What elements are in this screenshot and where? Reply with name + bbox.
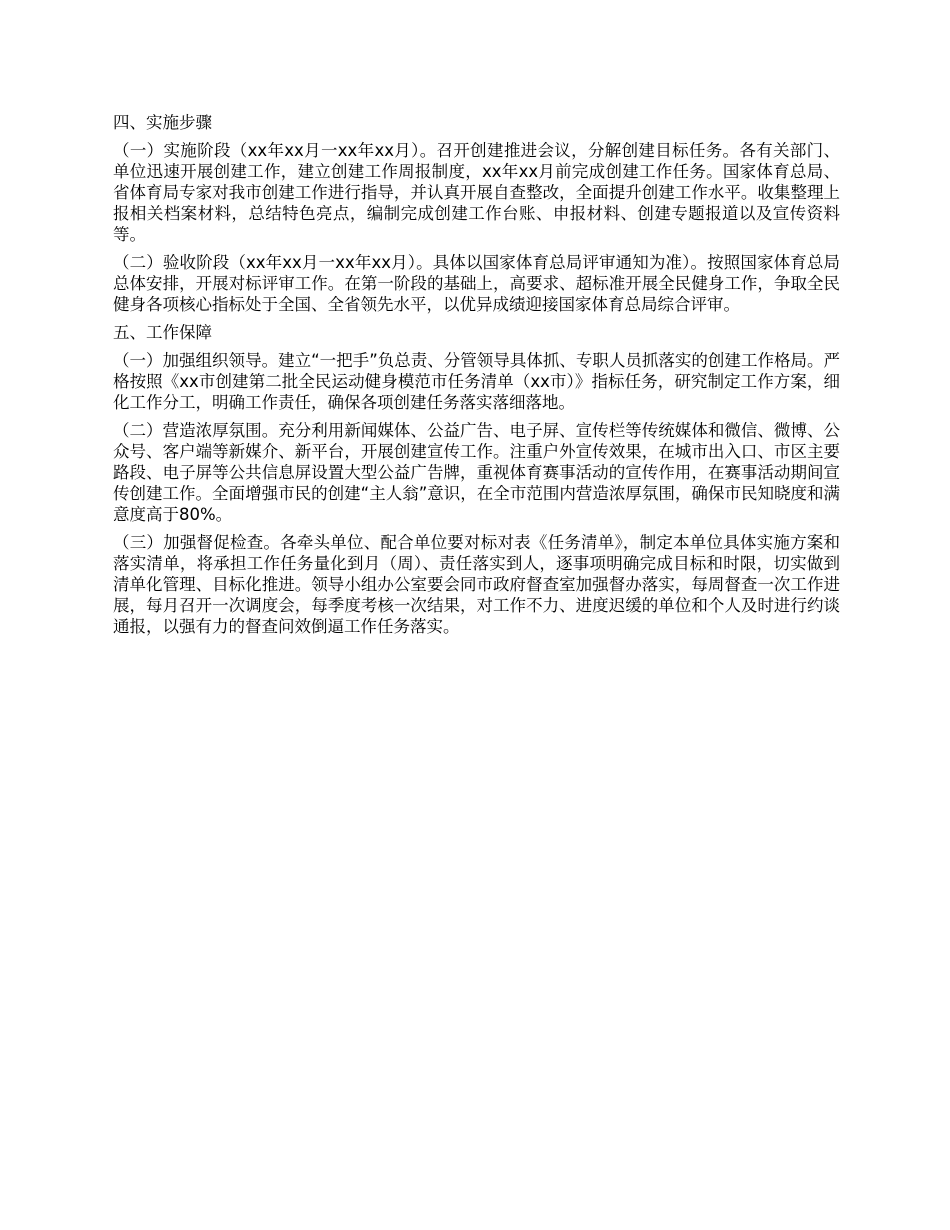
paragraph-organizational-leadership: （一）加强组织领导。建立“一把手”负总责、分管领导具体抓、专职人员抓落实的创建工作格局。严格按照《xx市创建第二批全民运动健身模范市任务清单（xx市）》指标任务，研究制定工作方案，细化工作分工，明确工作责任，确保各项创建任务落实落细落地。	[113, 351, 840, 412]
paragraph-implementation-stage: （一）实施阶段（xx年xx月一xx年xx月）。召开创建推进会议，分解创建目标任务。各有关部门、单位迅速开展创建工作，建立创建工作周报制度，xx年xx月前完成创建工作任务。国家体育总局、省体育局专家对我市创建工作进行指导，并认真开展自查整改，全面提升创建工作水平。收集整理上报相关档案材料，总结特色亮点，编制完成创建工作台账、申报材料、创建专题报道以及宣传资料等。	[113, 141, 840, 244]
section-heading-implementation-steps: 四、实施步骤	[113, 113, 212, 132]
paragraph-acceptance-stage: （二）验收阶段（xx年xx月一xx年xx月）。具体以国家体育总局评审通知为准）。按照国家体育总局总体安排，开展对标评审工作。在第一阶段的基础上，高要求、超标准开展全民健身工作，争取全民健身各项核心指标处于全国、全省领先水平，以优异成绩迎接国家体育总局综合评审。	[113, 253, 840, 314]
paragraph-atmosphere: （二）营造浓厚氛围。充分利用新闻媒体、公益广告、电子屏、宣传栏等传统媒体和微信、微博、公众号、客户端等新媒介、新平台，开展创建宣传工作。注重户外宣传效果，在城市出入口、市区主要路段、电子屏等公共信息屏设置大型公益广告牌，重视体育赛事活动的宣传作用，在赛事活动期间宣传创建工作。全面增强市民的创建“主人翁”意识，在全市范围内营造浓厚氛围，确保市民知晓度和满意度高于80%。	[113, 421, 840, 524]
paragraph-supervision: （三）加强督促检查。各牵头单位、配合单位要对标对表《任务清单》，制定本单位具体实施方案和落实清单，将承担工作任务量化到月（周）、责任落实到人，逐事项明确完成目标和时限，切实做到清单化管理、目标化推进。领导小组办公室要会同市政府督查室加强督办落实，每周督查一次工作进展，每月召开一次调度会，每季度考核一次结果，对工作不力、进度迟缓的单位和个人及时进行约谈通报，以强有力的督查问效倒逼工作任务落实。	[113, 533, 840, 636]
section-heading-work-guarantee: 五、工作保障	[113, 323, 212, 342]
document-page	[113, 112, 840, 644]
